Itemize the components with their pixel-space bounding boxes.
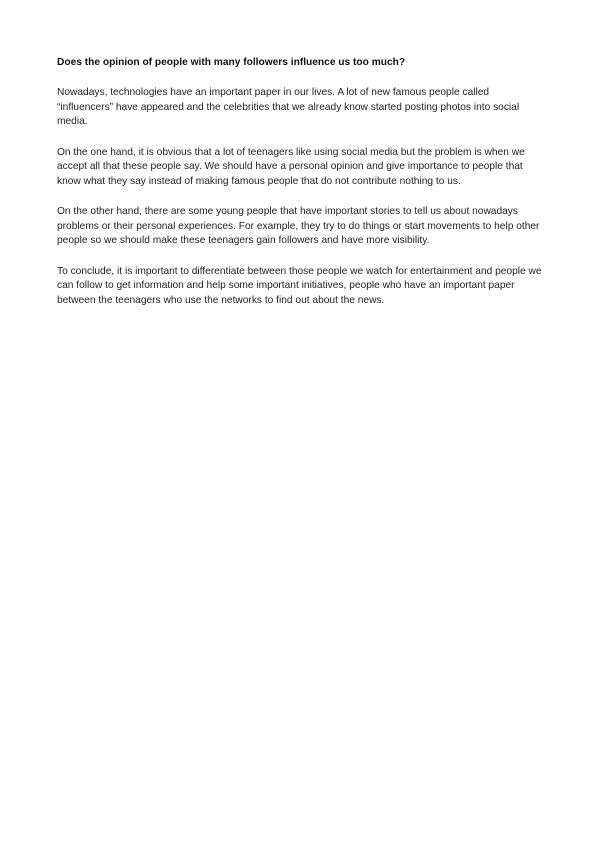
paragraph-first-argument: On the one hand, it is obvious that a lot of teenagers like using social media but the problem is when we accept all that these people say. We should have a personal opinion and give importance to people that know what they say instead of making famous people that do not contribute nothing to us. (57, 146, 525, 187)
document-title: Does the opinion of people with many followers influence us too much? (57, 57, 406, 68)
paragraph-second-argument: On the other hand, there are some young people that have important stories to tell us about nowadays problems or their personal experiences. For example, they try to do things or start movements to help other people so we should make these teenagers gain followers and have more visibility. (57, 206, 540, 246)
document-body (57, 56, 543, 324)
paragraph-introduction: Nowadays, technologies have an important paper in our lives. A lot of new famous people called “influencers” have appeared and the celebrities that we already know started posting photos into social media. (57, 87, 520, 127)
paragraph-conclusion: To conclude, it is important to differentiate between those people we watch for entertainment and people we can follow to get information and help some important initiatives, people who have an important paper between the teenagers who use the networks to find out about the news. (57, 265, 542, 306)
